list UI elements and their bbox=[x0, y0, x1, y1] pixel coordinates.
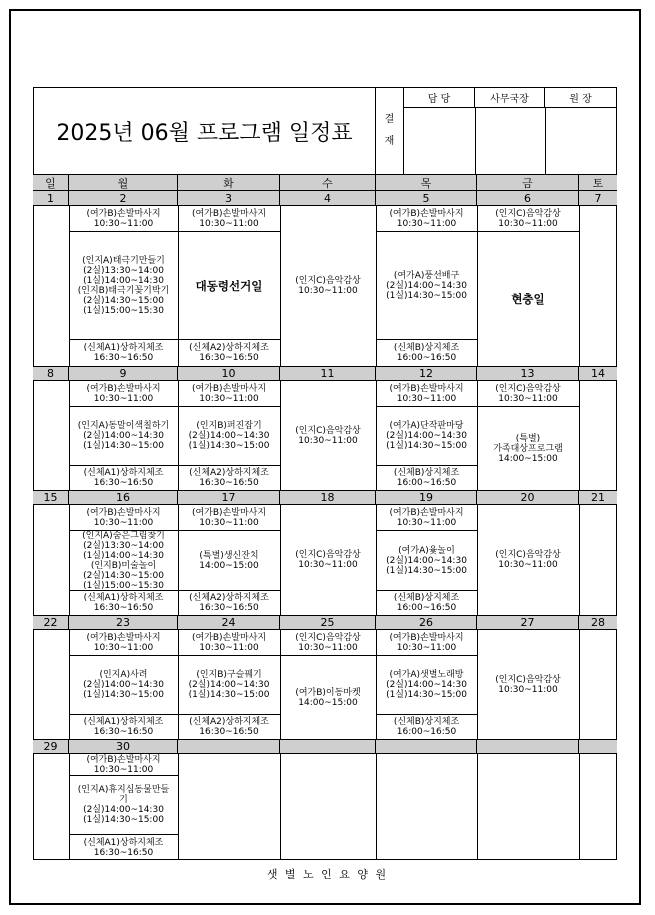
approval-box bbox=[376, 87, 617, 175]
program-slot-afternoon bbox=[69, 531, 178, 591]
day-number: 2 bbox=[69, 191, 178, 206]
day-number: 21 bbox=[579, 490, 617, 505]
approval-role-1: 담 당 bbox=[404, 88, 475, 108]
program-slot-morning bbox=[69, 630, 178, 656]
day-number: 24 bbox=[178, 615, 280, 630]
program-slot-morning bbox=[376, 630, 477, 656]
approval-divider bbox=[545, 108, 546, 174]
program-cell bbox=[280, 505, 376, 615]
program-slot-morning bbox=[69, 206, 178, 232]
program-slot-afternoon bbox=[376, 656, 477, 715]
program-text: 14:00~15:00 bbox=[298, 697, 358, 708]
calendar-table bbox=[33, 175, 617, 860]
program-text: (여가B)이동마켓 bbox=[295, 687, 361, 698]
program-text: (인지A)휴지심동물만들 bbox=[77, 785, 170, 795]
program-text: 10:30~11:00 bbox=[298, 560, 358, 570]
program-text: (인지B)미술놀이 bbox=[90, 560, 157, 571]
program-text: (여가B)손발마사지 bbox=[86, 632, 161, 643]
program-text: (여가B)손발마사지 bbox=[389, 208, 464, 219]
program-text: (여가A)단작판마당 bbox=[389, 421, 464, 431]
approval-role-3: 원 장 bbox=[545, 88, 616, 108]
program-slot-morning bbox=[69, 505, 178, 531]
program-text: 14:00~15:00 bbox=[199, 560, 259, 571]
program-text: (인지C)음악감상 bbox=[295, 632, 361, 643]
program-text: 10:30~11:00 bbox=[199, 642, 259, 653]
day-number: 23 bbox=[69, 615, 178, 630]
program-text: (1실)14:30~15:00 bbox=[83, 690, 164, 700]
day-number: 4 bbox=[280, 191, 376, 206]
day-number: 12 bbox=[376, 366, 477, 381]
program-text: 10:30~11:00 bbox=[93, 764, 154, 775]
approval-divider bbox=[475, 108, 476, 174]
program-text: 10:30~11:00 bbox=[93, 642, 154, 653]
program-text: (신체A1)상하지체조 bbox=[83, 717, 164, 727]
day-number: 18 bbox=[280, 490, 376, 505]
program-text: 10:30~11:00 bbox=[396, 218, 457, 229]
program-text: 10:30~11:00 bbox=[498, 684, 558, 695]
program-slot-morning bbox=[178, 630, 280, 656]
weekday-header: 토 bbox=[579, 175, 617, 191]
day-number: 1 bbox=[33, 191, 69, 206]
program-slot-morning bbox=[69, 754, 178, 776]
page-title: 2025년 06월 프로그램 일정표 bbox=[33, 87, 376, 175]
program-text: (특별) bbox=[515, 433, 541, 444]
program-text: (2실)14:00~14:30 bbox=[386, 280, 467, 291]
program-slot-morning bbox=[376, 381, 477, 407]
program-slot-afternoon bbox=[178, 407, 280, 466]
program-text: (신체A2)상하지체조 bbox=[189, 343, 269, 353]
program-text: (신체A2)상하지체조 bbox=[189, 717, 269, 727]
program-text: 10:30~11:00 bbox=[93, 393, 154, 404]
day-number: 17 bbox=[178, 490, 280, 505]
program-slot-afternoon bbox=[280, 656, 376, 739]
program-cell bbox=[280, 381, 376, 490]
footer-org-name: 샛 별 노 인 요 양 원 bbox=[266, 868, 389, 881]
program-slot-morning bbox=[178, 206, 280, 232]
day-number: 28 bbox=[579, 615, 617, 630]
program-text: 10:30~11:00 bbox=[396, 517, 457, 528]
program-text: (신체A1)상하지체조 bbox=[83, 593, 164, 603]
program-slot-evening bbox=[178, 715, 280, 739]
program-text: 기 bbox=[119, 795, 128, 805]
program-text: (2실)14:30~15:00 bbox=[83, 570, 164, 581]
program-slot-afternoon bbox=[178, 232, 280, 340]
day-number bbox=[579, 739, 617, 754]
program-text: (신체B)상지체조 bbox=[393, 468, 460, 478]
day-number: 27 bbox=[477, 615, 579, 630]
program-text: (인지A)태극기만들기 bbox=[82, 255, 165, 266]
approval-role-2: 사무국장 bbox=[475, 88, 545, 108]
program-text: 16:00~16:50 bbox=[396, 727, 457, 737]
program-text: (여가B)손발마사지 bbox=[86, 208, 161, 219]
program-text: (인지A)숨은그림찾기 bbox=[82, 531, 165, 541]
day-number bbox=[477, 739, 579, 754]
day-number: 15 bbox=[33, 490, 69, 505]
program-slot-evening bbox=[69, 466, 178, 490]
program-slot-afternoon bbox=[376, 531, 477, 591]
program-text: 16:00~16:50 bbox=[396, 603, 457, 613]
day-number: 3 bbox=[178, 191, 280, 206]
program-text: (1실)14:30~15:00 bbox=[188, 441, 270, 451]
day-number: 13 bbox=[477, 366, 579, 381]
day-number: 7 bbox=[579, 191, 617, 206]
column-divider bbox=[579, 754, 580, 860]
weekday-header: 수 bbox=[280, 175, 376, 191]
program-text: (인지C)음악감상 bbox=[295, 276, 361, 286]
program-text: (여가B)손발마사지 bbox=[389, 383, 464, 394]
day-number: 6 bbox=[477, 191, 579, 206]
program-slot-afternoon bbox=[69, 656, 178, 715]
program-text: (인지A)사려 bbox=[99, 670, 148, 680]
column-divider bbox=[579, 206, 580, 366]
weekday-header: 화 bbox=[178, 175, 280, 191]
program-text: (여가B)손발마사지 bbox=[389, 507, 464, 518]
program-text: (2실)14:00~14:30 bbox=[386, 555, 467, 566]
program-cell bbox=[477, 630, 579, 739]
program-slot-afternoon bbox=[69, 407, 178, 466]
program-text: 16:30~16:50 bbox=[93, 727, 154, 737]
program-text: 가족대상프로그램 bbox=[493, 443, 563, 454]
program-text: (2실)14:00~14:30 bbox=[83, 680, 164, 690]
program-text: 10:30~11:00 bbox=[498, 560, 558, 570]
program-text: (여가B)손발마사지 bbox=[86, 754, 161, 765]
program-text: 14:00~15:00 bbox=[498, 453, 558, 464]
program-text: 16:30~16:50 bbox=[93, 478, 154, 488]
program-slot-morning bbox=[376, 505, 477, 531]
program-text: (1실)14:30~15:00 bbox=[386, 290, 467, 301]
program-text: (1실)14:30~15:00 bbox=[83, 441, 164, 451]
day-number bbox=[178, 739, 280, 754]
program-slot-morning bbox=[69, 381, 178, 407]
day-number: 8 bbox=[33, 366, 69, 381]
program-text: 16:30~16:50 bbox=[199, 353, 259, 363]
program-text: 현충일 bbox=[511, 292, 545, 306]
program-slot-evening bbox=[376, 340, 477, 366]
program-text: (여가A)풍선배구 bbox=[393, 270, 460, 281]
program-text: (신체A1)상하지체조 bbox=[83, 837, 164, 848]
day-number: 11 bbox=[280, 366, 376, 381]
day-number: 20 bbox=[477, 490, 579, 505]
program-slot-evening bbox=[69, 715, 178, 739]
program-text: (신체A2)상하지체조 bbox=[189, 468, 269, 478]
program-text: 10:30~11:00 bbox=[93, 218, 154, 229]
program-slot-evening bbox=[376, 466, 477, 490]
program-text: (신체B)상지체조 bbox=[393, 343, 460, 353]
program-text: (1실)14:00~14:30 bbox=[83, 275, 164, 286]
program-slot-evening bbox=[376, 591, 477, 615]
day-number: 9 bbox=[69, 366, 178, 381]
program-text: (인지C)음악감상 bbox=[295, 425, 361, 436]
program-text: 16:00~16:50 bbox=[396, 478, 457, 488]
program-text: (인지B)구슬꿰기 bbox=[196, 670, 262, 680]
program-text: (2실)14:30~15:00 bbox=[83, 295, 164, 306]
program-slot-evening bbox=[178, 591, 280, 615]
program-slot-evening bbox=[69, 340, 178, 366]
weekday-header: 금 bbox=[477, 175, 579, 191]
program-slot-evening bbox=[376, 715, 477, 739]
program-cell bbox=[280, 206, 376, 366]
program-text: (2실)14:00~14:30 bbox=[83, 805, 164, 815]
program-text: (2실)14:00~14:30 bbox=[83, 431, 164, 441]
program-text: 10:30~11:00 bbox=[298, 286, 358, 296]
program-text: (1실)14:00~14:30 bbox=[83, 550, 164, 561]
day-number: 22 bbox=[33, 615, 69, 630]
program-text: (1실)14:30~15:00 bbox=[386, 690, 467, 700]
day-number: 30 bbox=[69, 739, 178, 754]
program-text: (인지C)음악감상 bbox=[495, 208, 561, 219]
program-slot-afternoon bbox=[69, 776, 178, 835]
program-text: (여가B)손발마사지 bbox=[191, 507, 267, 518]
program-text: (1실)15:00~15:30 bbox=[83, 305, 164, 316]
column-divider bbox=[178, 754, 179, 860]
program-text: 10:30~11:00 bbox=[298, 435, 358, 446]
program-text: 대동령선거일 bbox=[195, 278, 263, 293]
program-text: (2실)14:00~14:30 bbox=[386, 431, 467, 441]
program-text: (2실)14:00~14:30 bbox=[188, 680, 270, 690]
day-number: 14 bbox=[579, 366, 617, 381]
program-text: (2실)13:30~14:00 bbox=[83, 540, 164, 551]
program-text: (1실)14:30~15:00 bbox=[386, 565, 467, 576]
day-number: 10 bbox=[178, 366, 280, 381]
program-slot-afternoon bbox=[178, 531, 280, 591]
day-number: 25 bbox=[280, 615, 376, 630]
program-text: (여가A)윷놀이 bbox=[398, 545, 455, 556]
program-slot-morning bbox=[477, 381, 579, 407]
program-slot-evening bbox=[69, 835, 178, 860]
program-text: (신체B)상지체조 bbox=[393, 593, 460, 603]
program-slot-evening bbox=[178, 340, 280, 366]
column-divider bbox=[579, 381, 580, 490]
program-text: 10:30~11:00 bbox=[396, 642, 457, 653]
program-text: (인지C)음악감상 bbox=[495, 550, 561, 560]
day-number: 16 bbox=[69, 490, 178, 505]
day-number bbox=[280, 739, 376, 754]
program-slot-morning bbox=[376, 206, 477, 232]
program-text: (1실)14:30~15:00 bbox=[83, 815, 164, 825]
column-divider bbox=[376, 754, 377, 860]
program-slot-morning bbox=[178, 381, 280, 407]
approval-label bbox=[376, 88, 404, 174]
program-text: (1실)15:00~15:30 bbox=[83, 580, 164, 591]
program-text: 16:30~16:50 bbox=[199, 727, 259, 737]
program-text: 16:30~16:50 bbox=[93, 353, 154, 363]
program-cell bbox=[477, 505, 579, 615]
program-text: 16:00~16:50 bbox=[396, 353, 457, 363]
program-text: 16:30~16:50 bbox=[199, 603, 259, 613]
program-text: (인지C)음악감상 bbox=[495, 383, 561, 394]
program-text: 10:30~11:00 bbox=[396, 393, 457, 404]
program-slot-morning bbox=[280, 630, 376, 656]
program-slot-afternoon bbox=[178, 656, 280, 715]
program-text: (여가B)손발마사지 bbox=[191, 208, 267, 219]
column-divider bbox=[477, 754, 478, 860]
program-text: 16:30~16:50 bbox=[93, 603, 154, 613]
approval-label-top: 결 bbox=[384, 114, 395, 125]
day-number bbox=[376, 739, 477, 754]
column-divider bbox=[280, 754, 281, 860]
program-slot-afternoon bbox=[69, 232, 178, 340]
program-text: (여가B)손발마사지 bbox=[191, 632, 267, 643]
program-slot-morning bbox=[178, 505, 280, 531]
weekday-header: 월 bbox=[69, 175, 178, 191]
weekday-header: 목 bbox=[376, 175, 477, 191]
program-text: (인지C)음악감상 bbox=[495, 674, 561, 685]
program-slot-morning bbox=[477, 206, 579, 232]
program-text: (신체A2)상하지체조 bbox=[189, 593, 269, 603]
day-number: 29 bbox=[33, 739, 69, 754]
program-text: 10:30~11:00 bbox=[498, 393, 558, 404]
program-text: (신체A1)상하지체조 bbox=[83, 468, 164, 478]
program-text: 16:30~16:50 bbox=[199, 478, 259, 488]
program-text: 10:30~11:00 bbox=[199, 393, 259, 404]
program-text: (특별)생신잔치 bbox=[199, 550, 259, 561]
program-text: (여가B)손발마사지 bbox=[86, 507, 161, 518]
program-slot-afternoon bbox=[376, 232, 477, 340]
program-text: (인지B)태극기꽂기박기 bbox=[77, 285, 170, 296]
program-text: (여가A)샛별노래방 bbox=[389, 670, 464, 680]
program-slot-afternoon bbox=[376, 407, 477, 466]
column-divider bbox=[579, 630, 580, 739]
program-text: (인지A)동말이색칠하기 bbox=[77, 421, 170, 431]
program-text: (2실)14:00~14:30 bbox=[188, 431, 270, 441]
program-text: 10:30~11:00 bbox=[199, 218, 259, 229]
program-text: (여가B)손발마사지 bbox=[191, 383, 267, 394]
program-text: (1실)14:30~15:00 bbox=[188, 690, 270, 700]
program-slot-evening bbox=[69, 591, 178, 615]
program-text: (2실)13:30~14:00 bbox=[83, 265, 164, 276]
program-text: (인지B)퍼진잡기 bbox=[196, 421, 262, 431]
program-text: (1실)14:30~15:00 bbox=[386, 441, 467, 451]
program-slot-evening bbox=[178, 466, 280, 490]
approval-label-bottom: 재 bbox=[384, 136, 395, 147]
program-slot-afternoon bbox=[477, 407, 579, 490]
program-text: (여가B)손발마사지 bbox=[389, 632, 464, 643]
day-number: 26 bbox=[376, 615, 477, 630]
day-number: 5 bbox=[376, 191, 477, 206]
program-text: 10:30~11:00 bbox=[298, 642, 358, 653]
day-number: 19 bbox=[376, 490, 477, 505]
program-text: (신체B)상지체조 bbox=[393, 717, 460, 727]
program-text: 10:30~11:00 bbox=[93, 517, 154, 528]
program-text: (여가B)손발마사지 bbox=[86, 383, 161, 394]
program-text: 10:30~11:00 bbox=[498, 218, 558, 229]
program-slot-afternoon bbox=[477, 232, 579, 366]
program-text: (2실)14:00~14:30 bbox=[386, 680, 467, 690]
program-text: 16:30~16:50 bbox=[93, 847, 154, 858]
weekday-header: 일 bbox=[33, 175, 69, 191]
program-text: 10:30~11:00 bbox=[199, 517, 259, 528]
program-text: (인지C)음악감상 bbox=[295, 550, 361, 560]
program-text: (신체A1)상하지체조 bbox=[83, 343, 164, 353]
column-divider bbox=[579, 505, 580, 615]
